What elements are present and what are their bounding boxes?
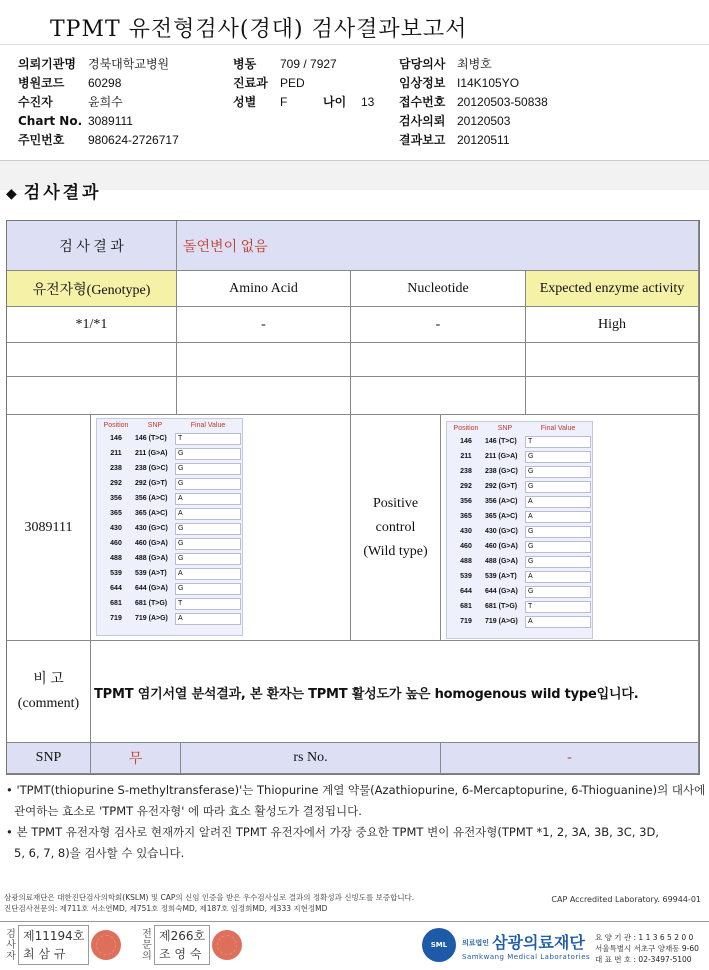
empty-cell	[177, 343, 351, 377]
sex-label: 성별	[233, 95, 257, 109]
remark-label-cell	[7, 641, 91, 743]
snp-final-value: A	[525, 616, 591, 628]
accreditation-text	[4, 892, 414, 914]
snp-variant: 719 (A>G)	[485, 618, 518, 625]
cap-accreditation: CAP Accredited Laboratory. 69944-01	[551, 895, 701, 904]
specialist-number: 제266호	[159, 929, 206, 943]
section-band	[0, 160, 709, 190]
cell-genotype	[7, 307, 177, 343]
empty-cell	[526, 377, 699, 415]
snp-panel-row	[97, 476, 242, 491]
snp-final-value: T	[525, 436, 591, 448]
snp-final-value: G	[175, 463, 241, 475]
notes	[6, 780, 706, 864]
snp-panel-row	[97, 581, 242, 596]
logo-subtitle: Samkwang Medical Laboratories	[462, 952, 591, 961]
doctor-label: 담당의사	[399, 57, 446, 71]
snp-variant: 365 (A>C)	[135, 510, 168, 517]
snp-variant: 292 (G>T)	[485, 483, 518, 490]
specialist-seal-icon	[212, 930, 242, 960]
header-enzyme-activity-text: Expected enzyme activity	[539, 280, 685, 296]
snp-panel-row	[97, 506, 242, 521]
receipt-label: 접수번호	[399, 95, 446, 109]
snp-final-value: G	[175, 553, 241, 565]
snp-panel-row	[447, 434, 592, 449]
snp-position: 488	[110, 555, 122, 562]
receipt-value: 20120503-50838	[457, 94, 548, 109]
rs-label: rs No.	[293, 750, 328, 765]
snp-final-value: T	[175, 598, 241, 610]
snp-panel-row	[97, 431, 242, 446]
chart-label: Chart No.	[18, 113, 83, 128]
ward-label: 병동	[233, 57, 257, 71]
snp-position: 292	[110, 480, 122, 487]
snp-variant: 146 (T>C)	[485, 438, 517, 445]
snp-panel-row	[447, 539, 592, 554]
logo-name: 삼광의료재단	[492, 932, 585, 952]
dept-label: 진료과	[233, 76, 268, 90]
specialist-signature	[140, 925, 242, 965]
control-label-1: Positive	[372, 495, 419, 511]
report-value: 20120511	[457, 132, 510, 147]
sample-id-cell	[7, 415, 91, 641]
genotype-value: *1/*1	[75, 316, 108, 332]
snp-final-value: G	[175, 583, 241, 595]
snp-final-value: A	[525, 496, 591, 508]
snp-position: 365	[460, 513, 472, 520]
info-row	[18, 73, 698, 92]
header-enzyme-activity	[526, 271, 699, 307]
result-label: 검 사 결 과	[59, 239, 124, 255]
logo-emblem-icon: SML	[422, 928, 456, 962]
snp-variant: 488 (G>A)	[135, 555, 168, 562]
accreditation-line: 삼광의료재단은 대한진단검사의학회(KSLM) 및 CAP의 신임 인증을 받은 우수검사실로 결과의 정확성과 신빙도를 보증합니다.	[4, 893, 415, 902]
snp-position: 488	[460, 558, 472, 565]
snp-variant: 539 (A>T)	[485, 573, 517, 580]
snp-panel-row	[97, 521, 242, 536]
snp-final-value: A	[175, 493, 241, 505]
header-nucleotide	[351, 271, 526, 307]
sex-value: F	[280, 94, 288, 109]
specialists-line: 진단검사전문의: 제711호 서소연MD, 제751호 정희숙MD, 제187호 임정희MD, 제333 지현정MD	[4, 904, 328, 913]
note-line: 5, 6, 7, 8)을 검사할 수 있습니다.	[14, 846, 185, 860]
ward-value: 709 / 7927	[280, 56, 337, 71]
header-nucleotide-text: Nucleotide	[407, 280, 469, 296]
amino-acid-value: -	[261, 316, 266, 332]
control-label-cell	[351, 415, 441, 641]
tester-name: 최 삼 규	[23, 947, 66, 961]
note-line: • 본 TPMT 유전자형 검사로 현재까지 알려진 TPMT 유전자에서 가장 중요한 TPMT 변이 유전자형(TPMT *1, 2, 3A, 3B, 3C, 3D,	[6, 825, 659, 839]
snp-position: 430	[460, 528, 472, 535]
info-row	[18, 92, 698, 111]
snp-panel-column-header: Position	[103, 421, 129, 429]
rs-value-cell	[441, 743, 699, 774]
info-row	[18, 130, 698, 149]
snp-panel-row	[97, 596, 242, 611]
clinical-info-value: I14K105YO	[457, 75, 520, 90]
snp-position: 644	[460, 588, 472, 595]
empty-cell	[7, 377, 177, 415]
remark-label-2: (comment)	[17, 695, 80, 711]
resident-label: 주민번호	[18, 133, 65, 147]
patient-info	[18, 54, 698, 149]
tester-seal-icon	[91, 930, 121, 960]
note-line: 관여하는 효소로 'TPMT 유전자형' 에 따라 효소 활성도가 결정됩니다.	[14, 804, 362, 818]
snp-variant: 238 (G>C)	[135, 465, 168, 472]
snp-panel-header	[97, 419, 242, 431]
snp-variant: 460 (G>A)	[485, 543, 518, 550]
empty-cell	[526, 343, 699, 377]
snp-position: 356	[110, 495, 122, 502]
empty-cell	[351, 377, 526, 415]
chart-value: 3089111	[88, 113, 133, 128]
rs-value: -	[567, 750, 572, 765]
snp-variant: 681 (T>G)	[135, 600, 168, 607]
control-snp-panel	[446, 421, 593, 639]
header-genotype-text: 유전자형(Genotype)	[32, 282, 151, 298]
report-label: 결과보고	[399, 133, 446, 147]
snp-panel-row	[447, 584, 592, 599]
snp-panel-column-header: SNP	[497, 424, 513, 432]
snp-panel-row	[447, 554, 592, 569]
snp-variant: 681 (T>G)	[485, 603, 518, 610]
patient-label: 수진자	[18, 95, 53, 109]
snp-panel-column-header: SNP	[147, 421, 163, 429]
snp-panel-row	[447, 479, 592, 494]
snp-final-value: G	[525, 541, 591, 553]
snp-final-value: T	[525, 601, 591, 613]
clinical-info-label: 임상정보	[399, 76, 446, 90]
nucleotide-value: -	[435, 316, 441, 332]
snp-variant: 356 (A>C)	[135, 495, 168, 502]
snp-variant: 365 (A>C)	[485, 513, 518, 520]
snp-panel-row	[97, 566, 242, 581]
header-divider	[0, 44, 709, 45]
snp-final-value: T	[175, 433, 241, 445]
snp-variant: 539 (A>T)	[135, 570, 167, 577]
result-label-cell	[7, 221, 177, 271]
result-value-cell	[177, 221, 699, 271]
snp-position: 356	[460, 498, 472, 505]
empty-cell	[7, 343, 177, 377]
snp-position: 146	[110, 435, 122, 442]
snp-final-value: G	[525, 586, 591, 598]
snp-position: 211	[460, 453, 472, 460]
snp-variant: 238 (G>C)	[485, 468, 518, 475]
info-row	[18, 54, 698, 73]
snp-label: SNP	[35, 750, 62, 765]
snp-position: 365	[110, 510, 122, 517]
snp-position: 539	[460, 573, 472, 580]
snp-position: 430	[110, 525, 122, 532]
snp-final-value: G	[175, 523, 241, 535]
snp-panel-row	[447, 494, 592, 509]
hospital-code-label: 병원코드	[18, 76, 65, 90]
contact-line: 대 표 번 호 : 02-3497-5100	[595, 955, 692, 964]
diamond-icon: ◆	[6, 186, 20, 202]
section-title	[6, 178, 101, 203]
tester-number: 제11194호	[23, 929, 85, 943]
tester-signature	[4, 925, 121, 965]
snp-panel-column-header: Final Value	[540, 424, 576, 432]
snp-position: 238	[460, 468, 472, 475]
control-label-3: (Wild type)	[363, 543, 428, 559]
sample-id: 3089111	[24, 519, 73, 535]
institution-value: 경북대학교병원	[88, 57, 170, 71]
request-value: 20120503	[457, 113, 511, 128]
snp-panel-row	[97, 461, 242, 476]
snp-panel-column-header: Final Value	[190, 421, 226, 429]
snp-position: 539	[110, 570, 122, 577]
snp-position: 460	[460, 543, 472, 550]
header-genotype	[7, 271, 177, 307]
doctor-value: 최병호	[457, 57, 492, 71]
tester-box	[18, 925, 89, 965]
snp-panel-column-header: Position	[453, 424, 479, 432]
header-amino-acid	[177, 271, 351, 307]
snp-variant: 430 (G>C)	[135, 525, 168, 532]
snp-variant: 146 (T>C)	[135, 435, 167, 442]
snp-panel-row	[447, 524, 592, 539]
contact-info	[595, 932, 699, 965]
report-title: TPMT 유전형검사(경대) 검사결과보고서	[50, 17, 468, 42]
snp-final-value: A	[175, 568, 241, 580]
cell-nucleotide	[351, 307, 526, 343]
contact-line: 요 양 기 관 : 1 1 3 6 5 2 0 0	[595, 933, 694, 942]
cell-enzyme-activity	[526, 307, 699, 343]
empty-cell	[177, 377, 351, 415]
dept-value: PED	[280, 75, 305, 90]
header-amino-acid-text: Amino Acid	[229, 280, 298, 296]
snp-panel-row	[447, 569, 592, 584]
snp-variant: 719 (A>G)	[135, 615, 168, 622]
snp-variant: 211 (G>A)	[135, 450, 168, 457]
snp-position: 681	[110, 600, 122, 607]
snp-final-value: G	[525, 556, 591, 568]
specialist-name: 조 영 숙	[159, 947, 202, 961]
rs-label-cell	[181, 743, 441, 774]
remark-label-1: 비 고	[33, 671, 64, 687]
snp-panel-row	[97, 611, 242, 626]
request-label: 검사의뢰	[399, 114, 446, 128]
snp-panel-row	[97, 536, 242, 551]
info-row	[18, 111, 698, 130]
snp-variant: 292 (G>T)	[135, 480, 168, 487]
snp-position: 719	[110, 615, 122, 622]
snp-panel-row	[97, 446, 242, 461]
hospital-code-value: 60298	[88, 75, 122, 90]
snp-value-cell	[91, 743, 181, 774]
snp-final-value: G	[175, 478, 241, 490]
footer-divider	[0, 921, 709, 922]
snp-final-value: A	[525, 511, 591, 523]
snp-label-cell	[7, 743, 91, 774]
snp-panel-row	[447, 509, 592, 524]
snp-final-value: G	[525, 481, 591, 493]
snp-panel-row	[447, 464, 592, 479]
age-label: 나이	[323, 95, 347, 109]
snp-final-value: G	[525, 451, 591, 463]
snp-final-value: G	[525, 466, 591, 478]
snp-final-value: G	[175, 538, 241, 550]
logo-small-text: 의료법인	[462, 939, 490, 947]
snp-panel-row	[447, 449, 592, 464]
snp-position: 238	[110, 465, 122, 472]
snp-final-value: A	[175, 508, 241, 520]
snp-panel-row	[97, 491, 242, 506]
snp-position: 146	[460, 438, 472, 445]
cell-amino-acid	[177, 307, 351, 343]
patient-value: 윤희수	[88, 95, 123, 109]
section-title-text: 검사결과	[23, 183, 102, 203]
snp-panel-row	[97, 551, 242, 566]
snp-position: 719	[460, 618, 472, 625]
comment-text: TPMT 염기서열 분석결과, 본 환자는 TPMT 활성도가 높은 homogenous wild type입니다.	[94, 687, 639, 702]
tester-vlabel: 검사자	[6, 928, 16, 962]
snp-final-value: G	[525, 526, 591, 538]
snp-final-value: G	[175, 448, 241, 460]
specialist-box	[154, 925, 210, 965]
note-line: • 'TPMT(thiopurine S-methyltransferase)'는 Thiopurine 계열 약물(Azathiopurine, 6-Mercaptopurine, 6-Thioguanine)의 대사에	[6, 783, 706, 797]
empty-cell	[351, 343, 526, 377]
snp-final-value: A	[525, 571, 591, 583]
company-logo	[422, 928, 590, 962]
snp-panel-header	[447, 422, 592, 434]
snp-variant: 488 (G>A)	[485, 558, 518, 565]
specialist-vlabel: 전문의	[142, 928, 152, 962]
enzyme-activity-value: High	[598, 316, 626, 332]
snp-position: 460	[110, 540, 122, 547]
snp-position: 292	[460, 483, 472, 490]
snp-variant: 356 (A>C)	[485, 498, 518, 505]
snp-final-value: A	[175, 613, 241, 625]
snp-position: 644	[110, 585, 122, 592]
snp-panel-row	[447, 599, 592, 614]
snp-variant: 644 (G>A)	[485, 588, 518, 595]
snp-variant: 430 (G>C)	[485, 528, 518, 535]
resident-value: 980624-2726717	[88, 132, 179, 147]
snp-variant: 644 (G>A)	[135, 585, 168, 592]
patient-snp-panel	[96, 418, 243, 636]
snp-value: 무	[128, 752, 143, 767]
snp-panel-row	[447, 614, 592, 629]
snp-variant: 460 (G>A)	[135, 540, 168, 547]
age-value: 13	[361, 94, 375, 109]
institution-label: 의뢰기관명	[18, 57, 76, 71]
snp-position: 211	[110, 450, 122, 457]
contact-line: 서울특별시 서초구 양재동 9-60	[595, 944, 699, 953]
control-label-2: control	[375, 519, 416, 535]
snp-position: 681	[460, 603, 472, 610]
snp-variant: 211 (G>A)	[485, 453, 518, 460]
result-value: 돌연변이 없음	[183, 239, 268, 255]
